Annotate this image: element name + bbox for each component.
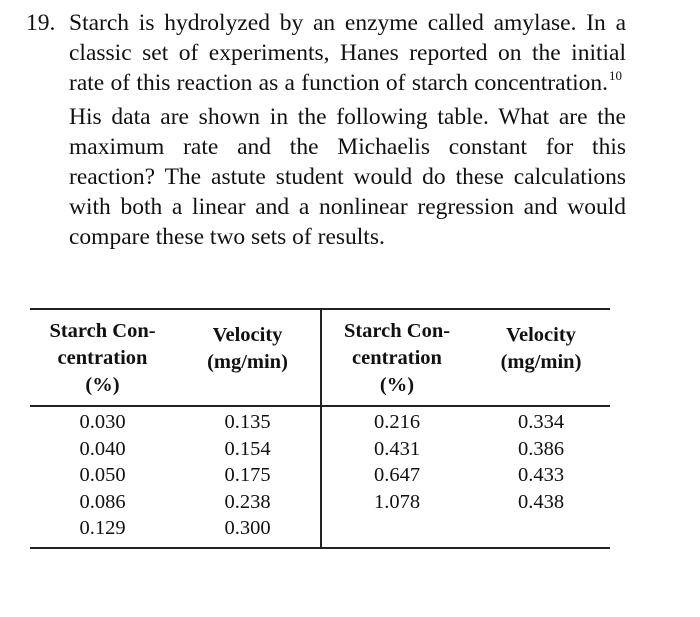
table-cell: 0.086 <box>79 490 126 513</box>
table-cell: 0.433 <box>517 464 565 486</box>
data-table <box>30 308 610 550</box>
table-cell: 0.431 <box>373 437 421 460</box>
table-cell: 0.040 <box>79 437 126 460</box>
table-cell: 0.129 <box>79 517 126 539</box>
table-cell: 1.078 <box>373 490 421 513</box>
header-velocity-right: Velocity (mg/min) <box>500 324 582 373</box>
table-bottom-rule <box>30 547 610 549</box>
problem-statement <box>26 8 626 253</box>
column-velocity-right <box>472 409 610 515</box>
problem-text <box>69 8 626 253</box>
table-cell: 0.647 <box>373 464 421 486</box>
problem-number: 19. <box>26 10 56 36</box>
problem-text-part2: His data are shown in the following table. What are the maximum rate and the Michaelis constant for this reaction? The astute student would do these calculations with both a linear and a nonlinear regression and would compare these two sets of results. <box>69 103 626 251</box>
problem-text-part1: Starch is hydrolyzed by an enzyme called amylase. In a classic set of experiments, Hanes reported on the initial rate of this reaction as a function of starch concentration. <box>69 10 626 97</box>
header-starch-concentration-right: Starch Con- centration (%) <box>343 320 451 396</box>
table-cell: 0.300 <box>224 517 271 539</box>
table-cell: 0.238 <box>224 490 271 513</box>
column-starch-right <box>322 409 472 515</box>
table-cell: 0.030 <box>79 411 126 433</box>
table-cell: 0.438 <box>517 490 565 513</box>
table-cell: 0.334 <box>517 411 565 433</box>
column-velocity-left <box>175 409 320 542</box>
column-starch-left <box>30 409 175 542</box>
table-cell: 0.050 <box>79 464 126 486</box>
table-cell: 0.154 <box>224 437 271 460</box>
header-velocity-left: Velocity (mg/min) <box>207 324 288 373</box>
table-cell: 0.135 <box>224 411 271 433</box>
header-starch-concentration-left: Starch Con- centration (%) <box>49 320 156 396</box>
table-cell: 0.175 <box>224 464 271 486</box>
table-cell: 0.386 <box>517 437 565 460</box>
footnote-reference: 10 <box>609 68 622 84</box>
table-cell: 0.216 <box>373 411 421 433</box>
